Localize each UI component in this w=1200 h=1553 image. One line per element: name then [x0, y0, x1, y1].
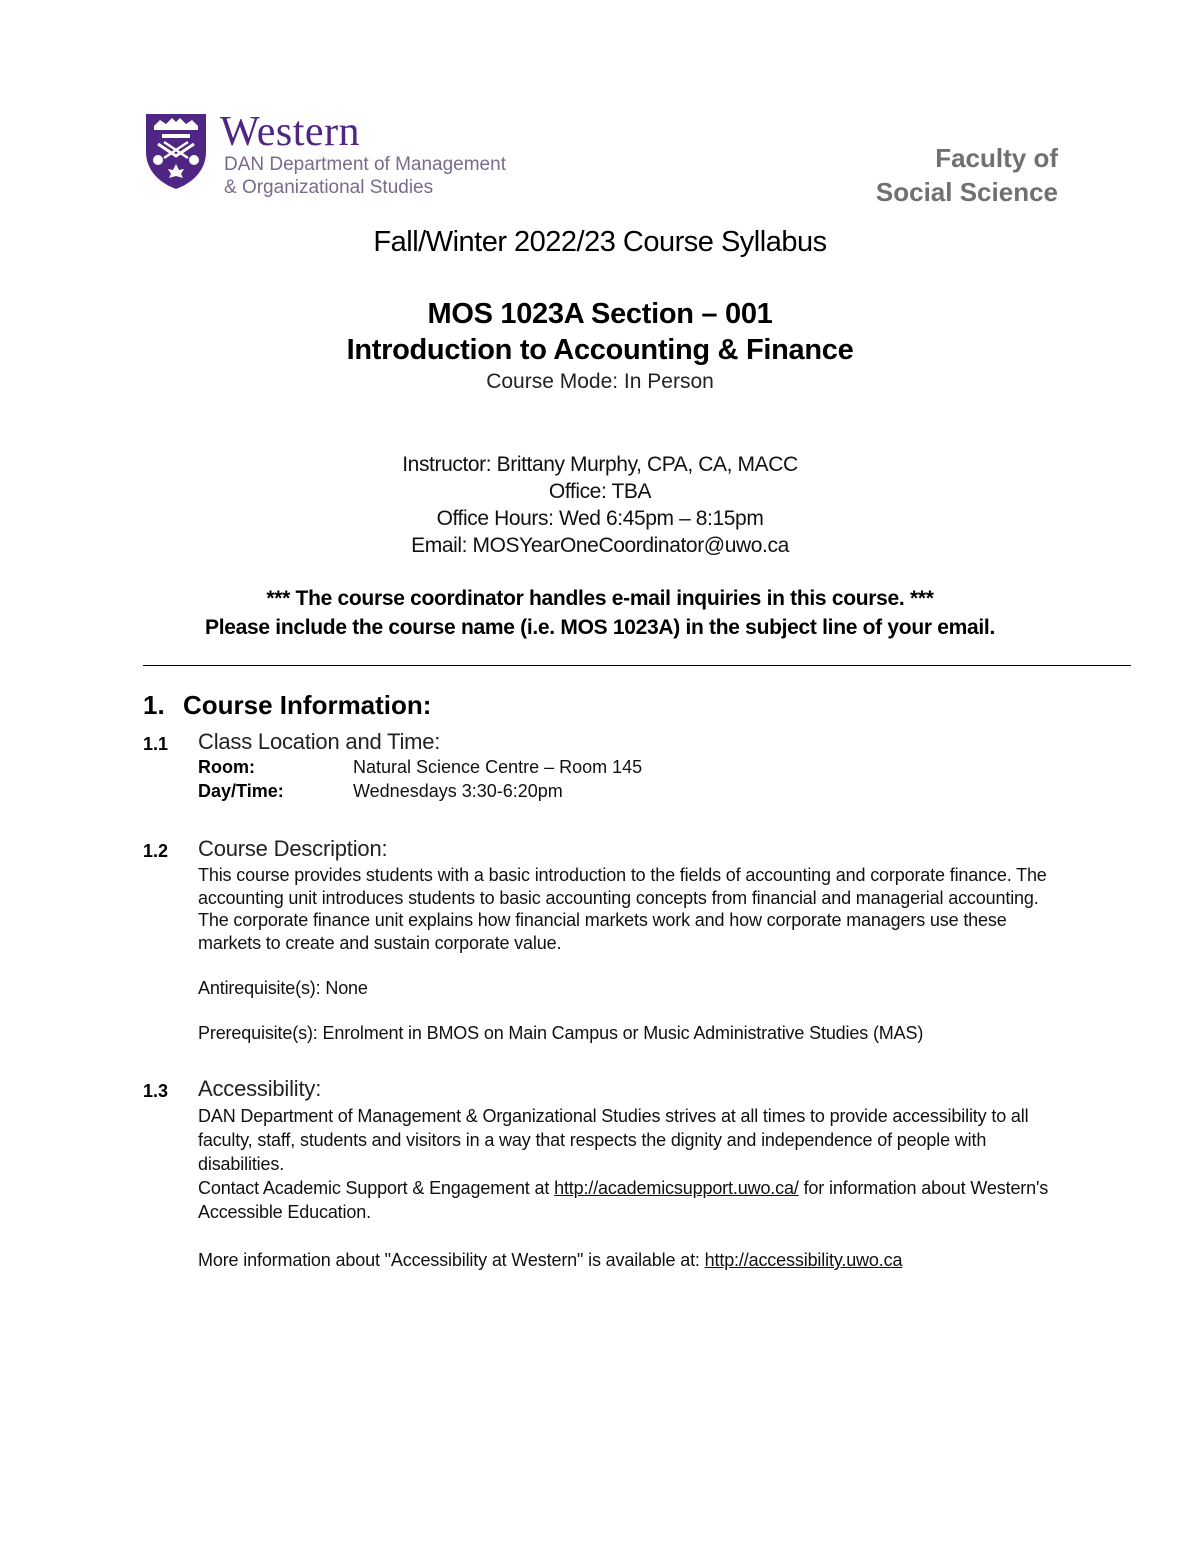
instructor-email: Email: MOSYearOneCoordinator@uwo.ca — [411, 534, 789, 557]
section-title: Course Information: — [183, 690, 432, 720]
subsection-title-accessibility: Accessibility: — [198, 1076, 322, 1101]
accessibility-link[interactable]: http://accessibility.uwo.ca — [704, 1250, 903, 1270]
faculty-line1: Faculty of — [935, 143, 1058, 173]
section-heading-course-information — [143, 690, 431, 721]
horizontal-divider — [143, 665, 1131, 666]
prerequisite-text: Prerequisite(s): Enrolment in BMOS on Main Campus or Music Administrative Studies (MAS) — [198, 1023, 924, 1043]
subsection-number-1-3: 1.3 — [143, 1081, 169, 1101]
western-shield-icon — [144, 112, 208, 190]
room-value: Natural Science Centre – Room 145 — [353, 757, 643, 777]
instructor-office: Office: TBA — [548, 480, 652, 503]
day-time-value: Wednesdays 3:30-6:20pm — [353, 781, 563, 801]
academic-support-text-post: for information about Western's Accessible Education. — [198, 1178, 1049, 1222]
academic-support-paragraph — [198, 1176, 1058, 1224]
instructor-name: Instructor: Brittany Murphy, CPA, CA, MACC — [402, 453, 798, 476]
logo-department-line1: DAN Department of Management — [224, 154, 506, 175]
accessibility-info-text: More information about "Accessibility at Western" is available at: — [198, 1250, 705, 1270]
syllabus-title: Fall/Winter 2022/23 Course Syllabus — [373, 226, 827, 258]
logo-department-line2: & Organizational Studies — [224, 177, 434, 198]
academic-support-text-pre: Contact Academic Support & Engagement at — [198, 1178, 555, 1198]
subsection-number-1-1: 1.1 — [143, 734, 169, 754]
subsection-title-class-location: Class Location and Time: — [198, 729, 441, 754]
email-notice-line1: *** The course coordinator handles e-mail inquiries in this course. *** — [266, 587, 934, 610]
accessibility-info-paragraph — [198, 1249, 1058, 1272]
academic-support-link[interactable]: http://academicsupport.uwo.ca/ — [554, 1178, 799, 1198]
email-notice-line2: Please include the course name (i.e. MOS 1023A) in the subject line of your email. — [205, 616, 995, 639]
western-dan-logo — [144, 109, 524, 202]
course-mode: Course Mode: In Person — [486, 370, 714, 393]
course-code: MOS 1023A Section – 001 — [427, 298, 773, 330]
room-label: Room: — [198, 757, 255, 777]
section-number: 1. — [143, 690, 165, 720]
day-time-label: Day/Time: — [198, 781, 284, 801]
antirequisite-text: Antirequisite(s): None — [198, 978, 368, 998]
course-name: Introduction to Accounting & Finance — [346, 334, 854, 366]
accessibility-statement: DAN Department of Management & Organizational Studies strives at all times to provide accessibility to all faculty, staff, students and visitors in a way that respects the dignity and independence of people with disabilities. — [198, 1106, 1029, 1174]
course-description-text: This course provides students with a basic introduction to the fields of accounting and corporate finance. The accounting unit introduces students to basic accounting concepts from financial and managerial accounting. The corporate finance unit explains how financial markets work and how corporate managers use these markets to create and sustain corporate value. — [198, 865, 1047, 954]
instructor-office-hours: Office Hours: Wed 6:45pm – 8:15pm — [436, 507, 764, 530]
subsection-title-course-description: Course Description: — [198, 836, 388, 861]
faculty-label — [876, 141, 1058, 209]
subsection-number-1-2: 1.2 — [143, 841, 169, 861]
logo-wordmark: Western — [220, 109, 361, 155]
faculty-line2: Social Science — [875, 177, 1058, 207]
